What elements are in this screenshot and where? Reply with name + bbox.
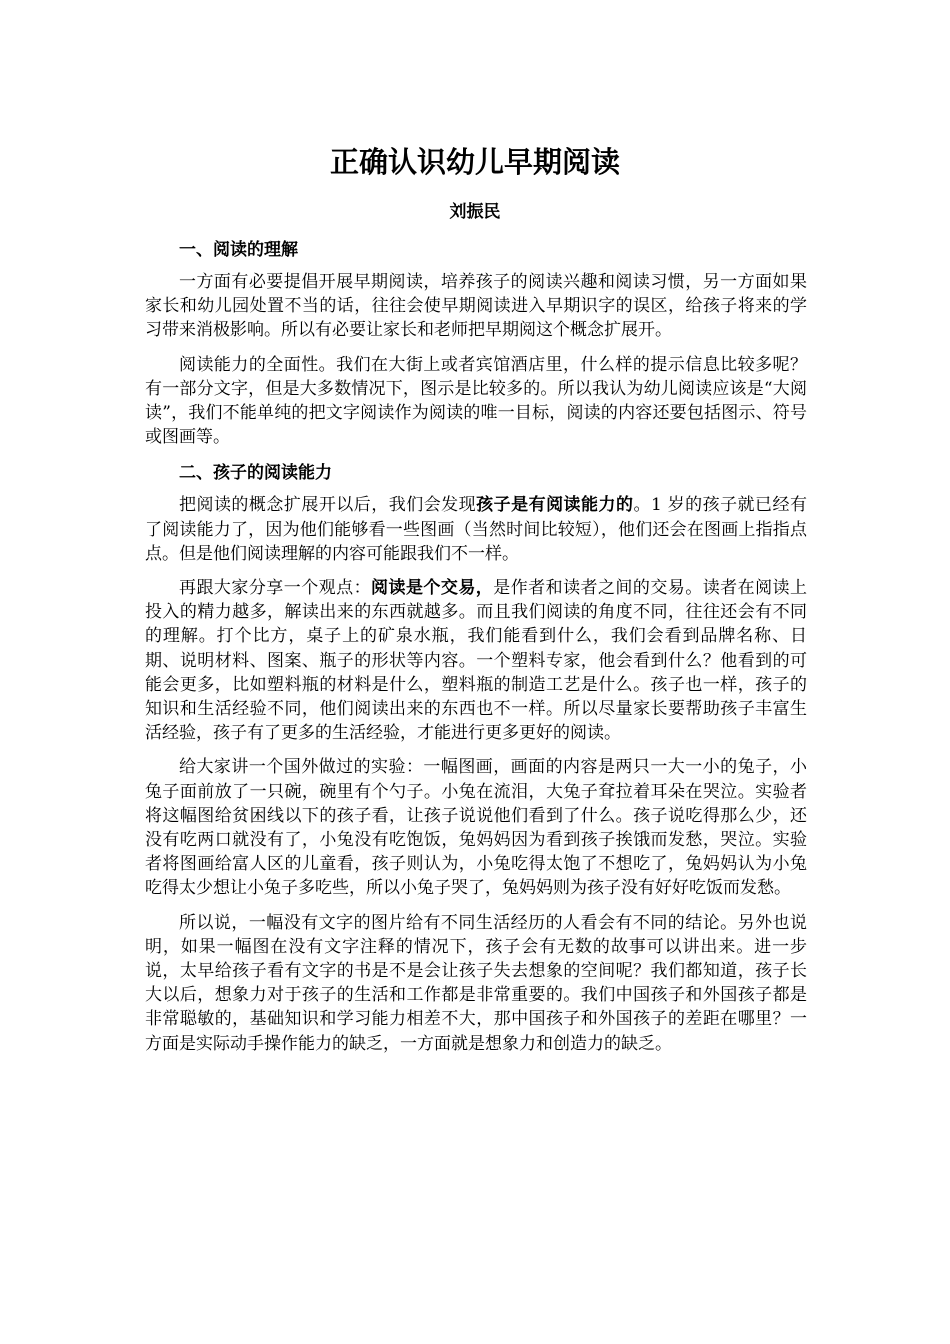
paragraph: 所以说，一幅没有文字的图片给有不同生活经历的人看会有不同的结论。另外也说明，如果一幅图在没有文字注释的情况下，孩子会有无数的故事可以讲出来。进一步说，太早给孩子看有文字的书是不是会让孩子失去想象的空间呢？我们都知道，孩子长大以后，想象力对于孩子的生活和工作都是非常重要的。我们中国孩子和外国孩子都是非常聪敏的，基础知识和学习能力相差不大，那中国孩子和外国孩子的差距在哪里？一方面是实际动手操作能力的缺乏，一方面就是想象力和创造力的缺乏。 [145, 912, 807, 1054]
document-body [145, 236, 807, 1066]
emphasis-text: 孩子是有阅读能力的 [476, 495, 634, 516]
section-heading: 二、孩子的阅读能力 [179, 463, 332, 484]
paragraph-text: 。1 岁的孩子就已经有了阅读能力了，因为他们能够看一些图画（当然时间比较短），他们还会在图画上指指点点。但是他们阅读理解的内容可能跟我们不一样。 [145, 495, 807, 564]
author-name: 刘振民 [449, 202, 501, 222]
emphasis-text: 阅读是个交易， [371, 578, 494, 599]
paragraph-text: 是作者和读者之间的交易。读者在阅读上投入的精力越多，解读出来的东西就越多。而且我们阅读的角度不同，往往还会有不同的理解。打个比方，桌子上的矿泉水瓶，我们能看到什么，我们会看到品牌名称、日期、说明材料、图案、瓶子的形状等内容。一个塑料专家，他会看到什么？他看到的可能会更多，比如塑料瓶的材料是什么，塑料瓶的制造工艺是什么。孩子也一样，孩子的知识和生活经验不同，他们阅读出来的东西也不一样。所以尽量家长要帮助孩子丰富生活经验，孩子有了更多的生活经验，才能进行更多更好的阅读。 [145, 578, 808, 744]
document-title: 正确认识幼儿早期阅读 [329, 145, 620, 179]
paragraph [145, 493, 807, 566]
paragraph: 一方面有必要提倡开展早期阅读，培养孩子的阅读兴趣和阅读习惯，另一方面如果家长和幼儿园处置不当的话，往往会使早期阅读进入早期识字的误区，给孩子将来的学习带来消极影响。所以有必要让家长和老师把早期阅这个概念扩展开。 [145, 272, 807, 341]
paragraph-text: 把阅读的概念扩展开以后，我们会发现 [179, 495, 477, 516]
paragraph: 给大家讲一个国外做过的实验：一幅图画，画面的内容是两只一大一小的兔子，小兔子面前放了一只碗，碗里有个勺子。小兔在流泪，大兔子耷拉着耳朵在哭泣。实验者将这幅图给贫困线以下的孩子看，让孩子说说他们看到了什么。孩子说吃得那么少，还没有吃两口就没有了，小兔没有吃饱饭，兔妈妈因为看到孩子挨饿而发愁，哭泣。实验者将图画给富人区的儿童看，孩子则认为，小兔吃得太饱了不想吃了，兔妈妈认为小兔吃得太少想让小兔子多吃些，所以小兔子哭了，兔妈妈则为孩子没有好好吃饭而发愁。 [145, 757, 807, 899]
paragraph-text: 再跟大家分享一个观点： [179, 578, 372, 599]
paragraph [145, 576, 807, 745]
paragraph: 阅读能力的全面性。我们在大街上或者宾馆酒店里，什么样的提示信息比较多呢？有一部分文字，但是大多数情况下，图示是比较多的。所以我认为幼儿阅读应该是“大阅读”，我们不能单纯的把文字阅读作为阅读的唯一目标，阅读的内容还要包括图示、符号或图画等。 [145, 354, 807, 448]
section-heading: 一、阅读的理解 [179, 240, 298, 260]
